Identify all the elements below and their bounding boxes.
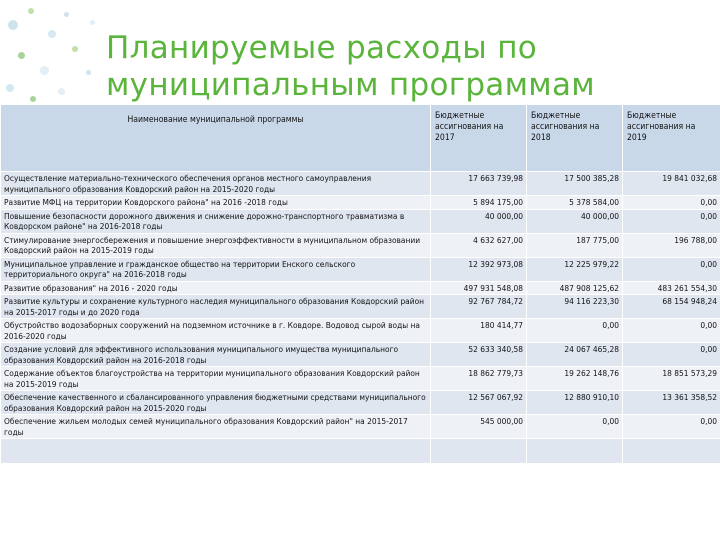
budget-2018-cell xyxy=(527,439,623,464)
table-row xyxy=(1,233,720,257)
budget-2019-cell: 0,00 xyxy=(623,196,720,210)
budget-2019-cell: 0,00 xyxy=(623,257,720,281)
budget-2019-cell: 13 361 358,52 xyxy=(623,391,720,415)
budget-2017-cell: 497 931 548,08 xyxy=(431,281,527,295)
programs-table-container xyxy=(0,104,720,464)
budget-2019-cell xyxy=(623,439,720,464)
program-name-cell: Осуществление материально-технического обеспечения органов местного самоуправления муниципального образования Ковдорский район на 2015-2020 годы xyxy=(1,172,431,196)
budget-2017-cell: 545 000,00 xyxy=(431,415,527,439)
budget-2018-cell: 0,00 xyxy=(527,415,623,439)
budget-2019-cell: 0,00 xyxy=(623,415,720,439)
budget-2018-cell: 487 908 125,62 xyxy=(527,281,623,295)
slide-title xyxy=(106,30,706,104)
program-name-cell: Повышение безопасности дорожного движения и снижение дорожно-транспортного травматизма в Ковдорском районе" на 2016-2018 годы xyxy=(1,209,431,233)
table-header-row xyxy=(1,105,720,172)
slide-title-line-2: муниципальным программам xyxy=(106,67,595,103)
table-row xyxy=(1,439,720,464)
budget-2019-cell: 0,00 xyxy=(623,343,720,367)
budget-2017-cell: 18 862 779,73 xyxy=(431,367,527,391)
table-row xyxy=(1,391,720,415)
budget-2018-cell: 94 116 223,30 xyxy=(527,295,623,319)
header-budget-2019: Бюджетные ассигнования на 2019 xyxy=(623,105,720,172)
program-name-cell: Муниципальное управление и гражданское общество на территории Енского сельского территориального округа" на 2016-2018 годы xyxy=(1,257,431,281)
budget-2018-cell: 24 067 465,28 xyxy=(527,343,623,367)
budget-2017-cell: 180 414,77 xyxy=(431,319,527,343)
budget-2018-cell: 187 775,00 xyxy=(527,233,623,257)
program-name-cell: Стимулирование энергосбережения и повышение энергоэффективности в муниципальном образовании Ковдорский район на 2015-2019 годы xyxy=(1,233,431,257)
decorative-dot xyxy=(58,88,65,95)
table-row xyxy=(1,196,720,210)
table-row xyxy=(1,257,720,281)
program-name-cell: Обустройство водозаборных сооружений на подземном источнике в г. Ковдоре. Водовод сырой воды на 2016-2020 годы xyxy=(1,319,431,343)
decorative-dot xyxy=(48,30,56,38)
decorative-dot xyxy=(28,8,34,14)
decorative-dot xyxy=(40,66,49,75)
budget-2018-cell: 0,00 xyxy=(527,319,623,343)
program-name-cell: Создание условий для эффективного использования муниципального имущества муниципального образования Ковдорский район на 2016-2018 годы xyxy=(1,343,431,367)
budget-2019-cell: 0,00 xyxy=(623,319,720,343)
budget-2017-cell xyxy=(431,439,527,464)
table-row xyxy=(1,367,720,391)
program-name-cell: Развитие культуры и сохранение культурного наследия муниципального образования Ковдорский район на 2015-2017 годы и до 2020 года xyxy=(1,295,431,319)
programs-table xyxy=(0,104,720,464)
budget-2018-cell: 40 000,00 xyxy=(527,209,623,233)
decorative-dot xyxy=(6,84,14,92)
budget-2017-cell: 40 000,00 xyxy=(431,209,527,233)
budget-2017-cell: 12 392 973,08 xyxy=(431,257,527,281)
program-name-cell: Обеспечение качественного и сбалансированного управления бюджетными средствами муниципального образования Ковдорский район на 2015-2020 годы xyxy=(1,391,431,415)
budget-2018-cell: 17 500 385,28 xyxy=(527,172,623,196)
budget-2017-cell: 4 632 627,00 xyxy=(431,233,527,257)
decorative-dot xyxy=(72,46,78,52)
program-name-cell: Развитие образования" на 2016 - 2020 годы xyxy=(1,281,431,295)
decorative-dot xyxy=(8,20,18,30)
budget-2018-cell: 12 880 910,10 xyxy=(527,391,623,415)
budget-2017-cell: 5 894 175,00 xyxy=(431,196,527,210)
decorative-dot xyxy=(64,12,69,17)
budget-2018-cell: 5 378 584,00 xyxy=(527,196,623,210)
decorative-dot xyxy=(30,96,36,102)
budget-2018-cell: 19 262 148,76 xyxy=(527,367,623,391)
budget-2017-cell: 92 767 784,72 xyxy=(431,295,527,319)
budget-2017-cell: 12 567 067,92 xyxy=(431,391,527,415)
decorative-dot xyxy=(90,20,95,25)
budget-2019-cell: 68 154 948,24 xyxy=(623,295,720,319)
budget-2018-cell: 12 225 979,22 xyxy=(527,257,623,281)
slide-title-line-1: Планируемые расходы по xyxy=(106,30,538,66)
decorative-dot xyxy=(86,70,91,75)
table-row xyxy=(1,172,720,196)
budget-2019-cell: 0,00 xyxy=(623,209,720,233)
table-row xyxy=(1,343,720,367)
budget-2019-cell: 19 841 032,68 xyxy=(623,172,720,196)
program-name-cell: Обеспечение жильем молодых семей муниципального образования Ковдорский район" на 2015-2017 годы xyxy=(1,415,431,439)
program-name-cell xyxy=(1,439,431,464)
header-budget-2017: Бюджетные ассигнования на 2017 xyxy=(431,105,527,172)
decorative-dot xyxy=(18,52,25,59)
table-row xyxy=(1,209,720,233)
header-budget-2018: Бюджетные ассигнования на 2018 xyxy=(527,105,623,172)
table-row xyxy=(1,319,720,343)
header-program-name: Наименование муниципальной программы xyxy=(1,105,431,172)
table-row xyxy=(1,281,720,295)
budget-2019-cell: 18 851 573,29 xyxy=(623,367,720,391)
budget-2019-cell: 483 261 554,30 xyxy=(623,281,720,295)
budget-2017-cell: 52 633 340,58 xyxy=(431,343,527,367)
table-row xyxy=(1,415,720,439)
program-name-cell: Содержание объектов благоустройства на территории муниципального образования Ковдорский район на 2015-2019 годы xyxy=(1,367,431,391)
table-row xyxy=(1,295,720,319)
program-name-cell: Развитие МФЦ на территории Ковдорского района" на 2016 -2018 годы xyxy=(1,196,431,210)
budget-2019-cell: 196 788,00 xyxy=(623,233,720,257)
budget-2017-cell: 17 663 739,98 xyxy=(431,172,527,196)
